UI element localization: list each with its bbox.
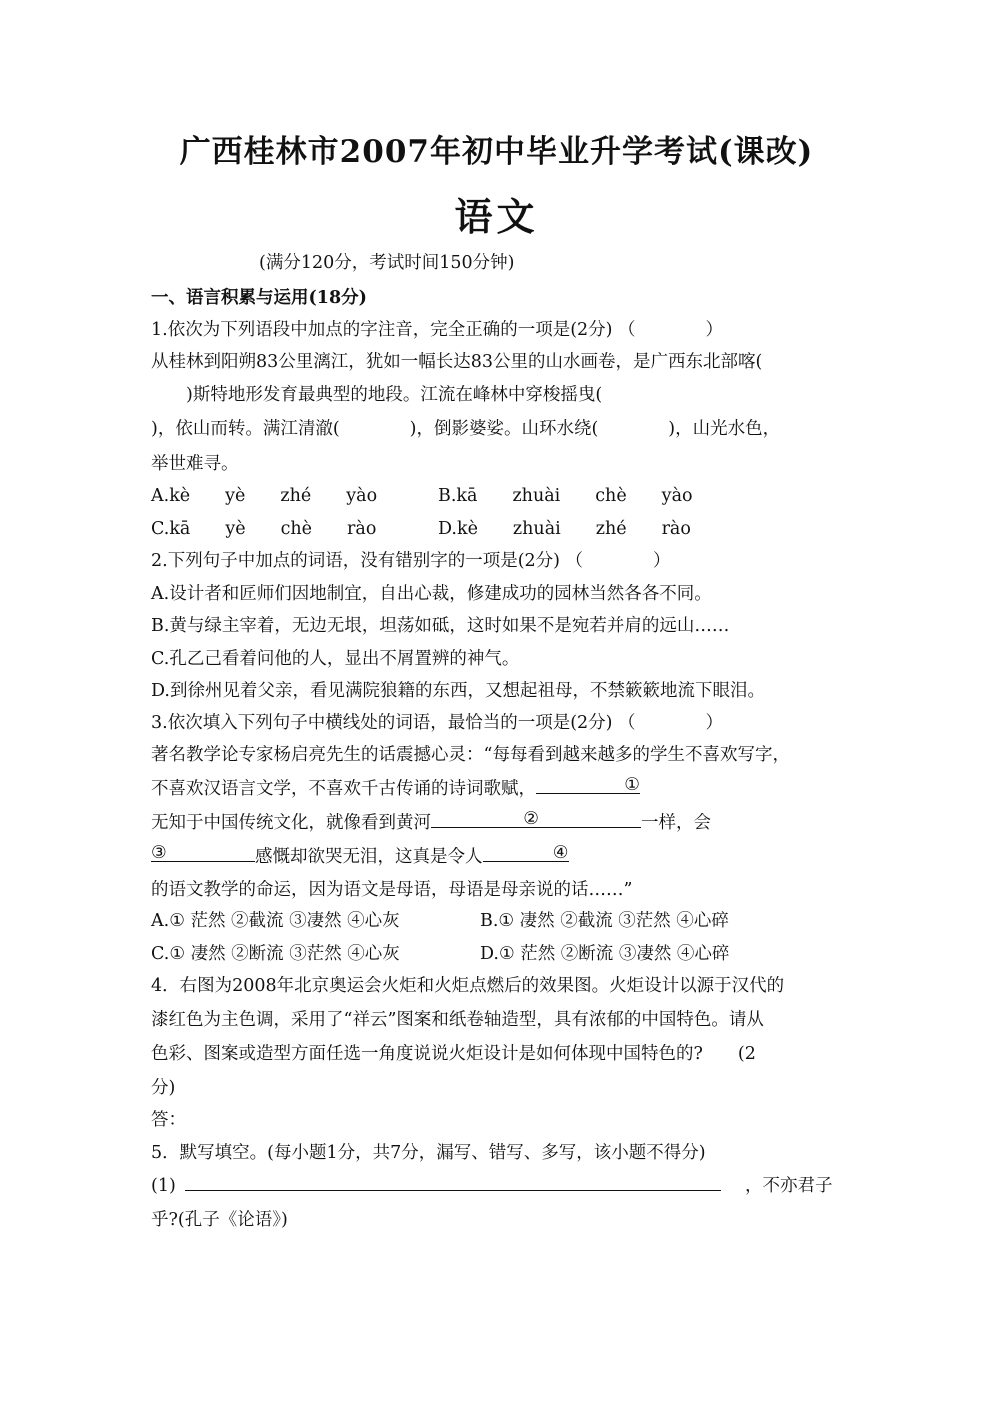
q1-passage-line: 举世难寻。 <box>151 454 239 474</box>
q5-item-1 <box>151 1172 832 1197</box>
q3-passage-line <box>151 843 569 868</box>
q1-option-b: B.kā zhuài chè yào <box>438 486 693 506</box>
q1-passage-line: )斯特地形发育最典型的地段。江流在峰林中穿梭摇曳( <box>151 385 603 405</box>
q4-text-line: 色彩、图案或造型方面任选一角度说说火炬设计是如何体现中国特色的? (2 <box>151 1044 756 1064</box>
section-heading: 一、语言积累与运用(18分) <box>151 288 367 308</box>
q3-passage-line: 著名教学论专家杨启亮先生的话震撼心灵：“每每看到越来越多的学生不喜欢写字， <box>151 745 790 765</box>
q4-answer-label: 答： <box>151 1110 186 1130</box>
q3-option-b: B.① 凄然 ②截流 ③茫然 ④心碎 <box>480 911 729 931</box>
q3-passage-text: 一样，会 <box>641 813 711 833</box>
q1-passage-line: 从桂林到阳朔83公里漓江，犹如一幅长达83公里的山水画卷，是广西东北部喀( <box>151 352 763 372</box>
q4-text-line: 4．右图为2008年北京奥运会火炬和火炬点燃后的效果图。火炬设计以源于汉代的 <box>151 976 785 996</box>
q1-stem: 1.依次为下列语段中加点的字注音，完全正确的一项是(2分) （ ） <box>151 320 724 340</box>
fill-blank-3 <box>151 843 255 862</box>
q4-text-line: 分) <box>151 1078 176 1098</box>
q3-option-a: A.① 茫然 ②截流 ③凄然 ④心灰 <box>151 911 400 931</box>
q1-option-c: C.kā yè chè rào <box>151 519 377 539</box>
exam-title: 广西桂林市2007年初中毕业升学考试(课改) <box>179 134 814 170</box>
q5-item-text: ，不亦君子 <box>744 1176 833 1196</box>
q1-passage-line: )，依山而转。满江清澈( )，倒影婆娑。山环水绕( )，山光水色， <box>151 419 781 439</box>
q2-stem: 2.下列句子中加点的词语，没有错别字的一项是(2分) （ ） <box>151 551 671 571</box>
fill-blank-2 <box>431 809 641 828</box>
blank-marker: ③ <box>151 843 167 863</box>
blank-marker: ② <box>523 809 539 829</box>
q3-passage-line: 的语文教学的命运，因为语文是母语，母语是母亲说的话……” <box>151 880 633 900</box>
blank-marker: ④ <box>552 843 569 863</box>
fill-blank-1 <box>536 775 640 794</box>
exam-info: (满分120分，考试时间150分钟) <box>259 253 515 273</box>
q2-option-a: A.设计者和匠师们因地制宜，自出心裁，修建成功的园林当然各各不同。 <box>151 584 712 604</box>
fill-blank-5 <box>185 1172 721 1191</box>
q3-passage-text: 感慨却欲哭无泪，这真是令人 <box>255 847 483 867</box>
q3-passage-text: 不喜欢汉语言文学，不喜欢千古传诵的诗词歌赋， <box>151 779 536 799</box>
q2-option-d: D.到徐州见着父亲，看见满院狼籍的东西，又想起祖母，不禁簌簌地流下眼泪。 <box>151 681 765 701</box>
q5-stem: 5．默写填空。(每小题1分，共7分，漏写、错写、多写，该小题不得分) <box>151 1143 706 1163</box>
q3-stem: 3.依次填入下列句子中横线处的词语，最恰当的一项是(2分) （ ） <box>151 713 724 733</box>
q2-option-c: C.孔乙己看着问他的人，显出不屑置辨的神气。 <box>151 649 520 669</box>
blank-marker: ① <box>624 775 640 795</box>
q3-passage-text: 无知于中国传统文化，就像看到黄河 <box>151 813 431 833</box>
fill-blank-4 <box>483 843 569 862</box>
q3-passage-line <box>151 809 711 834</box>
q1-option-a: A.kè yè zhé yào <box>151 486 378 506</box>
subject-title: 语文 <box>454 194 539 239</box>
q3-option-c: C.① 凄然 ②断流 ③茫然 ④心灰 <box>151 944 400 964</box>
q3-option-d: D.① 茫然 ②断流 ③凄然 ④心碎 <box>480 944 730 964</box>
q5-item-text: 乎?(孔子《论语》) <box>151 1210 288 1230</box>
q5-item-number: (1) <box>151 1176 176 1196</box>
q2-option-b: B.黄与绿主宰着，无边无垠，坦荡如砥，这时如果不是宛若并肩的远山…… <box>151 616 730 636</box>
q1-option-d: D.kè zhuài zhé rào <box>438 519 691 539</box>
q3-passage-line <box>151 775 640 800</box>
q4-text-line: 漆红色为主色调，采用了“祥云”图案和纸卷轴造型，具有浓郁的中国特色。请从 <box>151 1010 764 1030</box>
